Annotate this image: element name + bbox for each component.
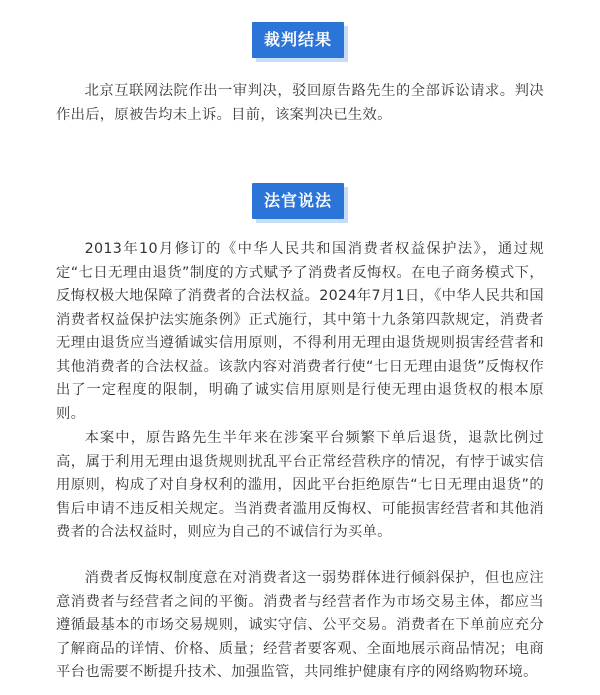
section-heading-judge-comment xyxy=(0,183,600,223)
paragraph-law-background: 2013年10月修订的《中华人民共和国消费者权益保护法》，通过规定“七日无理由退货”制度的方式赋予了消费者反悔权。在电子商务模式下，反悔权极大地保障了消费者的合法权益。2024年7月1日，《中华人民共和国消费者权益保护法实施条例》正式施行，其中第十九条第四款规定，消费者无理由退货应当遵循诚实信用原则，不得利用无理由退货规则损害经营者和其他消费者的合法权益。该款内容对消费者行使“七日无理由退货”反悔权作出了一定程度的限制，明确了诚实信用原则是行使无理由退货权的根本原则。 xyxy=(56,241,544,422)
paragraph-judgment-result: 北京互联网法院作出一审判决，驳回原告路先生的全部诉讼请求。判决作出后，原被告均未上诉。目前，该案判决已生效。 xyxy=(56,83,544,123)
heading-box xyxy=(252,22,344,58)
section-heading-result xyxy=(0,22,600,62)
paragraph-case-analysis: 本案中，原告路先生半年来在涉案平台频繁下单后退货，退款比例过高，属于利用无理由退货规则扰乱平台正常经营秩序的情况，有悖于诚实信用原则，构成了对自身权利的滥用，因此平台拒绝原告“七日无理由退货”的售后申请不违反相关规定。当消费者滥用反悔权、可能损害经营者和其他消费者的合法权益时，则应为自己的不诚信行为买单。 xyxy=(56,430,544,540)
heading-badge xyxy=(252,22,348,62)
heading-box xyxy=(252,183,344,219)
heading-title-judgment-result: 裁判结果 xyxy=(263,30,332,49)
heading-badge xyxy=(252,183,348,223)
paragraph-balance-principle: 消费者反悔权制度意在对消费者这一弱势群体进行倾斜保护，但也应注意消费者与经营者之间的平衡。消费者与经营者作为市场交易主体，都应当遵循最基本的市场交易规则，诚实守信、公平交易。消费者在下单前应充分了解商品的详情、价格、质量；经营者要客观、全面地展示商品情况；电商平台也需要不断提升技术、加强监管，共同维护健康有序的网络购物环境。 xyxy=(56,570,544,680)
heading-title-judge-comment: 法官说法 xyxy=(263,191,332,210)
